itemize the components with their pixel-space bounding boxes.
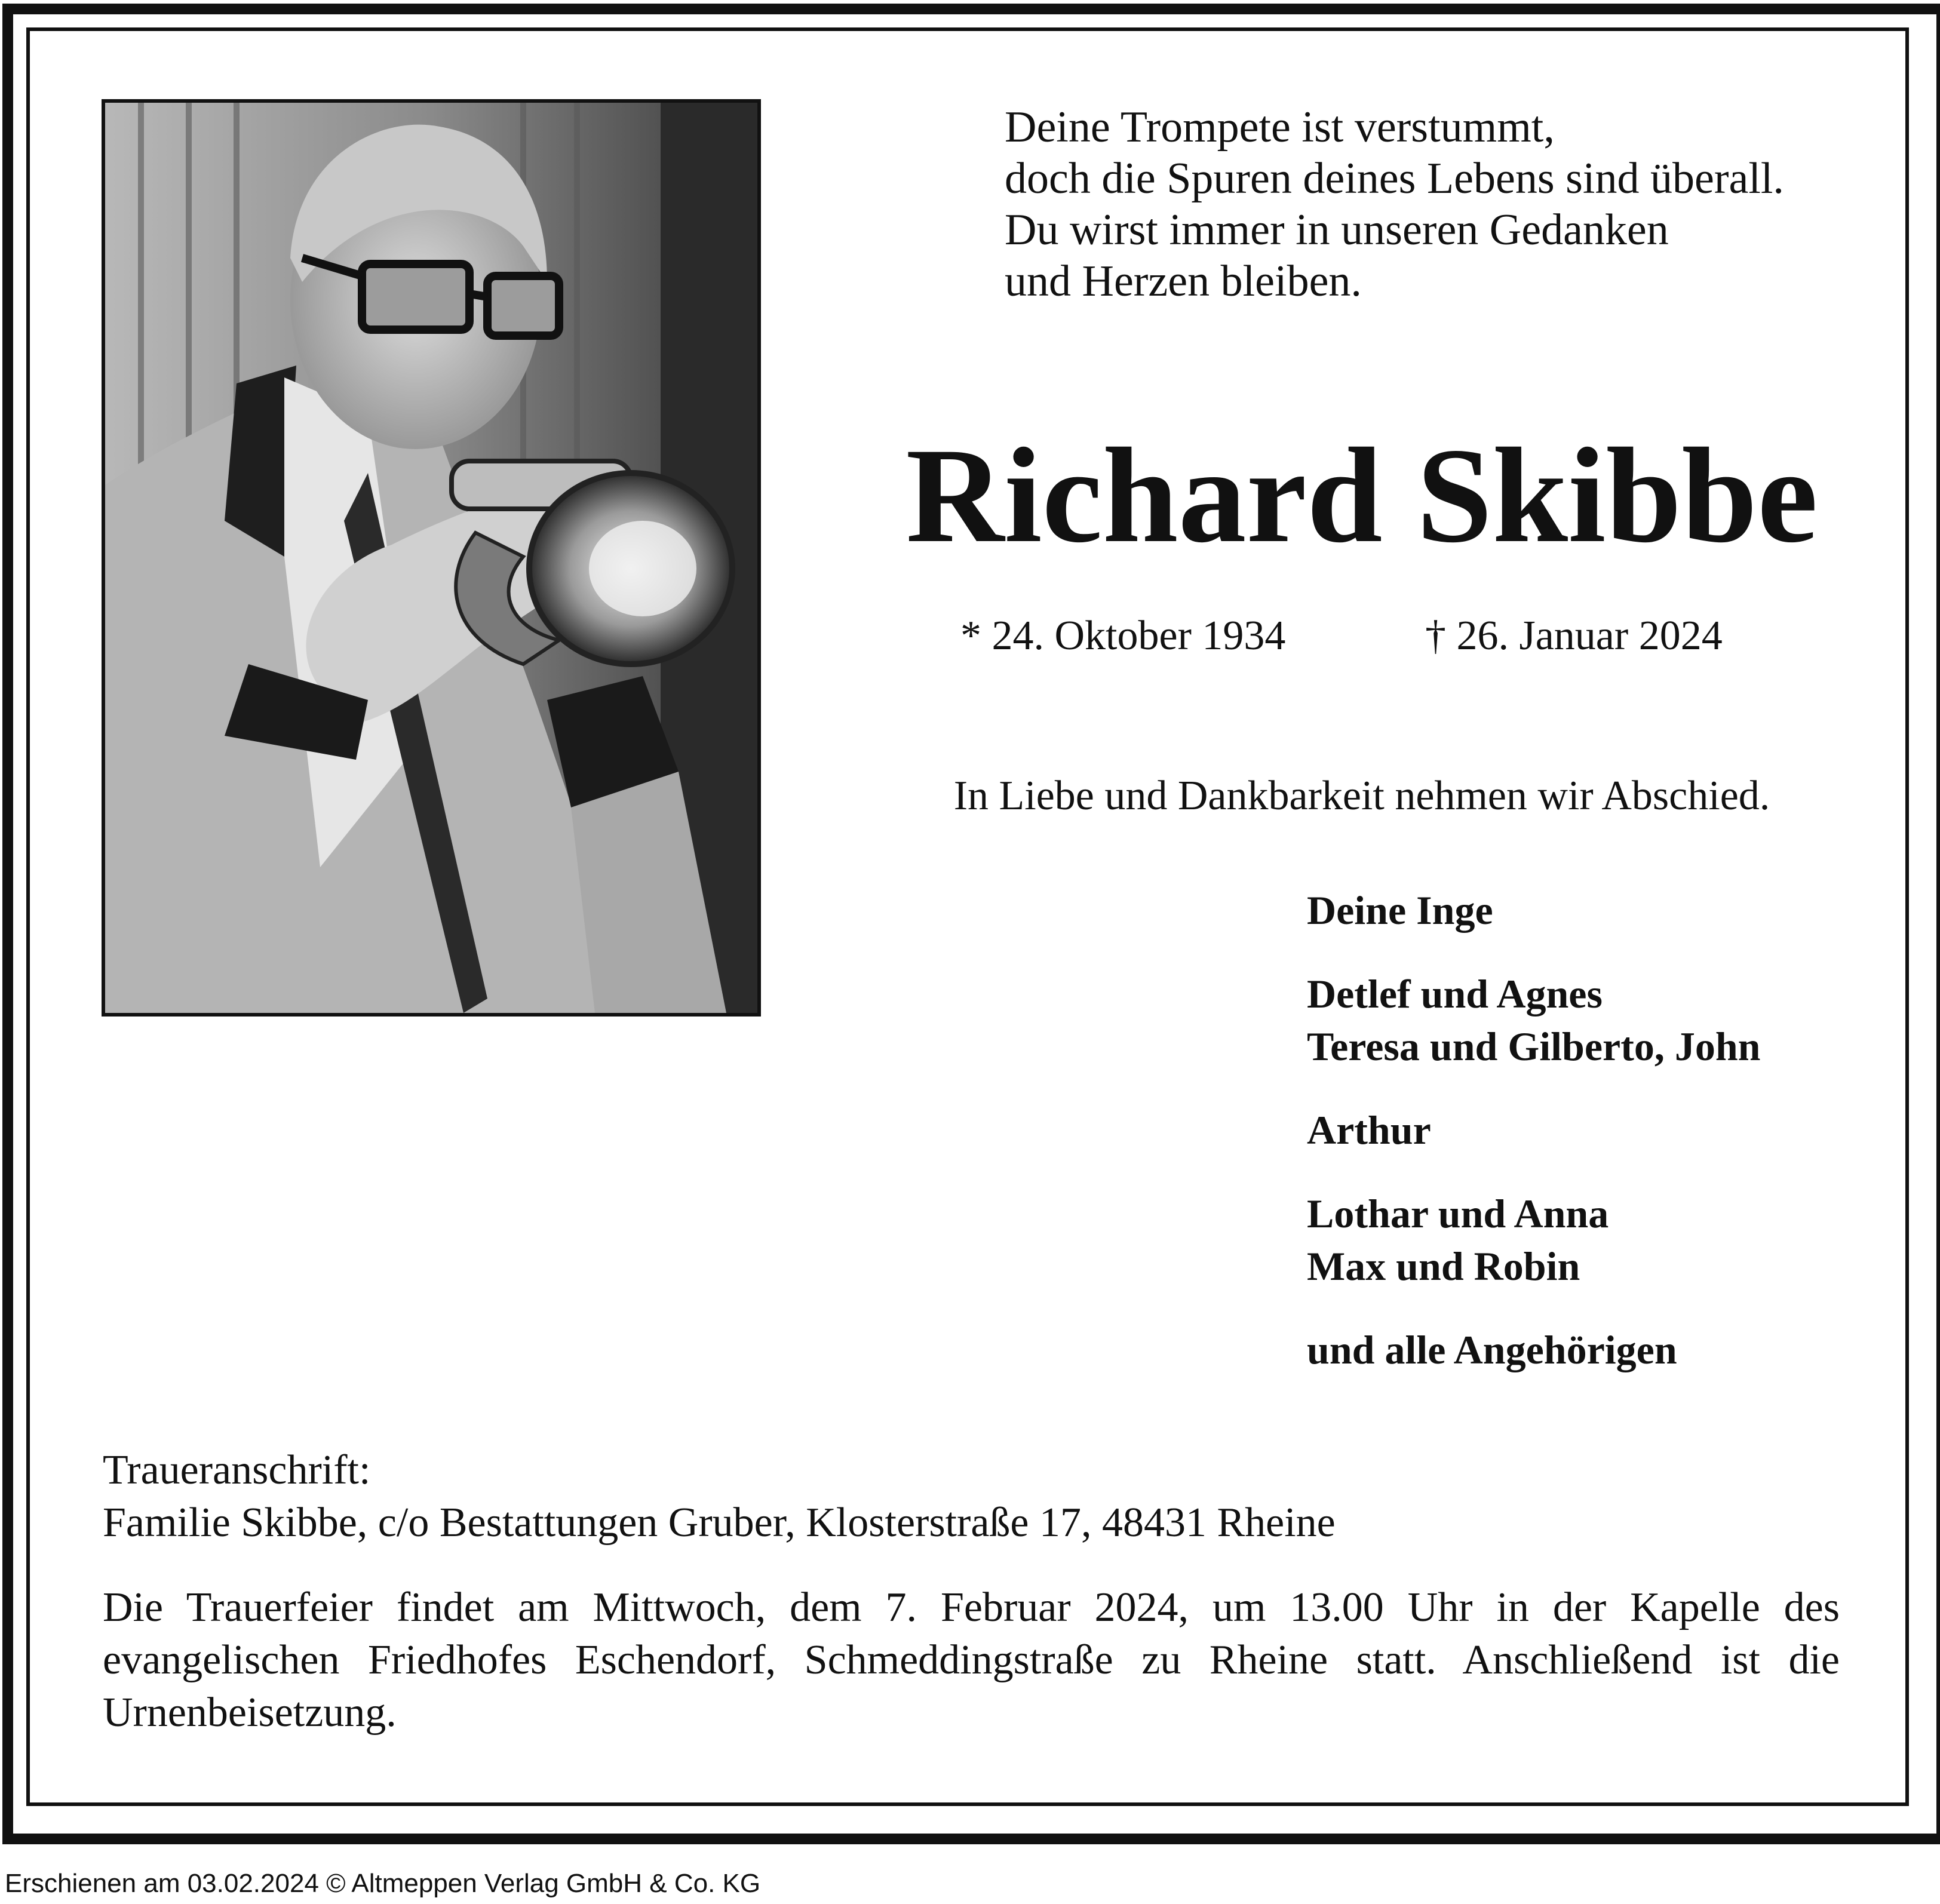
address-text: Familie Skibbe, c/o Bestattungen Gruber, Klosterstraße 17, 48431 Rheine [103, 1500, 1336, 1546]
portrait-photo-image [105, 103, 757, 1013]
mourner-group [1307, 968, 1892, 1073]
mourners-list [1307, 884, 1892, 1407]
poem-line: doch die Spuren deines Lebens sind überall. [1005, 154, 1784, 203]
mourning-address [103, 1444, 1847, 1549]
mourner-name: Lothar und Anna [1307, 1191, 1609, 1236]
mourner-name: Teresa und Gilberto, John [1307, 1024, 1761, 1069]
mourner-group [1307, 884, 1892, 936]
farewell-line: In Liebe und Dankbarkeit nehmen wir Abschied. [953, 773, 1770, 819]
ceremony-notice: Die Trauerfeier findet am Mittwoch, dem 7. Februar 2024, um 13.00 Uhr in der Kapelle des evangelischen Friedhofes Eschendorf, Schmeddingstraße zu Rheine statt. Anschließend ist die Urnenbeisetzung. [103, 1584, 1840, 1736]
poem [1005, 102, 1877, 307]
mourner-name: Detlef und Agnes [1307, 971, 1603, 1017]
mourner-name: Max und Robin [1307, 1243, 1580, 1289]
mourner-name: Arthur [1307, 1107, 1431, 1153]
deceased-name: Richard Skibbe [905, 420, 1818, 571]
mourner-group [1307, 1104, 1892, 1156]
mourner-group [1307, 1187, 1892, 1292]
death-date: † 26. Januar 2024 [1425, 613, 1723, 659]
portrait-photo [102, 99, 761, 1017]
address-label: Traueranschrift: [103, 1447, 371, 1493]
mourner-name: und alle Angehörigen [1307, 1327, 1677, 1372]
poem-line: Du wirst immer in unseren Gedanken [1005, 205, 1669, 254]
mourner-group [1307, 1323, 1892, 1376]
birth-date: * 24. Oktober 1934 [960, 613, 1286, 659]
poem-line: Deine Trompete ist verstummt, [1005, 103, 1555, 152]
publication-footer: Erschienen am 03.02.2024 © Altmeppen Verlag GmbH & Co. KG [5, 1869, 761, 1898]
mourner-name: Deine Inge [1307, 887, 1493, 933]
poem-line: und Herzen bleiben. [1005, 257, 1362, 306]
